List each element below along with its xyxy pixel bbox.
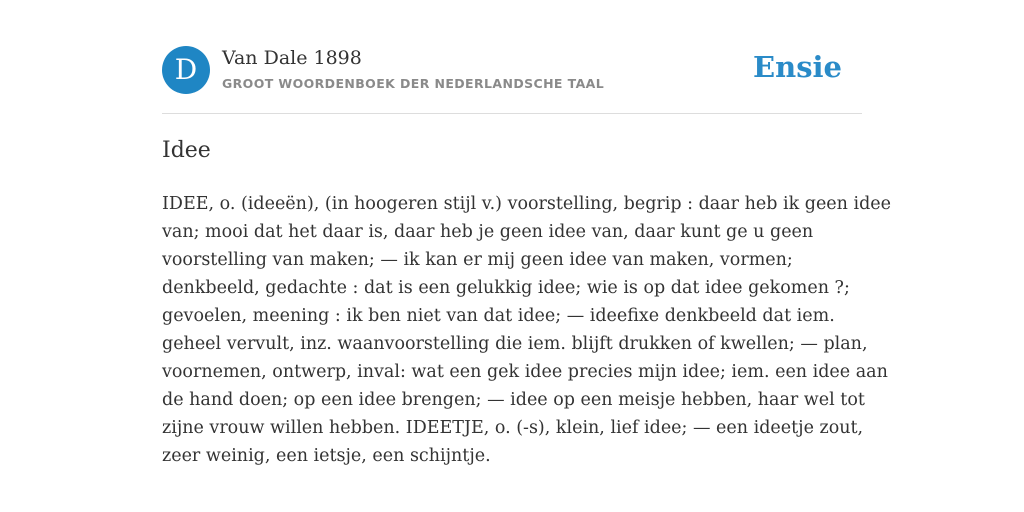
definition-line: IDEE, o. (ideeën), (in hoogeren stijl v.) voorstelling, begrip : daar heb ik geen idee	[162, 194, 892, 214]
ensie-logo[interactable]: Ensie	[753, 50, 842, 84]
header	[162, 46, 862, 96]
definition-line: denkbeeld, gedachte : dat is een gelukkig idee; wie is op dat idee gekomen ?;	[162, 278, 850, 298]
definition-line: de hand doen; op een idee brengen; — idee op een meisje hebben, haar wel tot	[162, 390, 865, 410]
definition-line: geheel vervult, inz. waanvoorstelling die iem. blijft drukken of kwellen; — plan,	[162, 334, 868, 354]
source-title[interactable]: Van Dale 1898	[222, 47, 362, 69]
definition-line: voornemen, ontwerp, inval: wat een gek idee precies mijn idee; iem. een idee aan	[162, 362, 888, 382]
definition-line: zijne vrouw willen hebben. IDEETJE, o. (-s), klein, lief idee; — een ideetje zout,	[162, 418, 864, 438]
definition-line: van; mooi dat het daar is, daar heb je geen idee van, daar kunt ge u geen	[162, 222, 814, 242]
entry-title: Idee	[162, 138, 211, 163]
entry-definition	[162, 190, 892, 470]
source-subtitle: GROOT WOORDENBOEK DER NEDERLANDSCHE TAAL	[222, 76, 605, 91]
definition-line: gevoelen, meening : ik ben niet van dat idee; — ideefixe denkbeeld dat iem.	[162, 306, 835, 326]
definition-line: zeer weinig, een ietsje, een schijntje.	[162, 446, 491, 466]
definition-line: voorstelling van maken; — ik kan er mij geen idee van maken, vormen;	[162, 250, 793, 270]
source-logo[interactable]: D	[162, 46, 210, 94]
header-divider	[162, 113, 862, 114]
